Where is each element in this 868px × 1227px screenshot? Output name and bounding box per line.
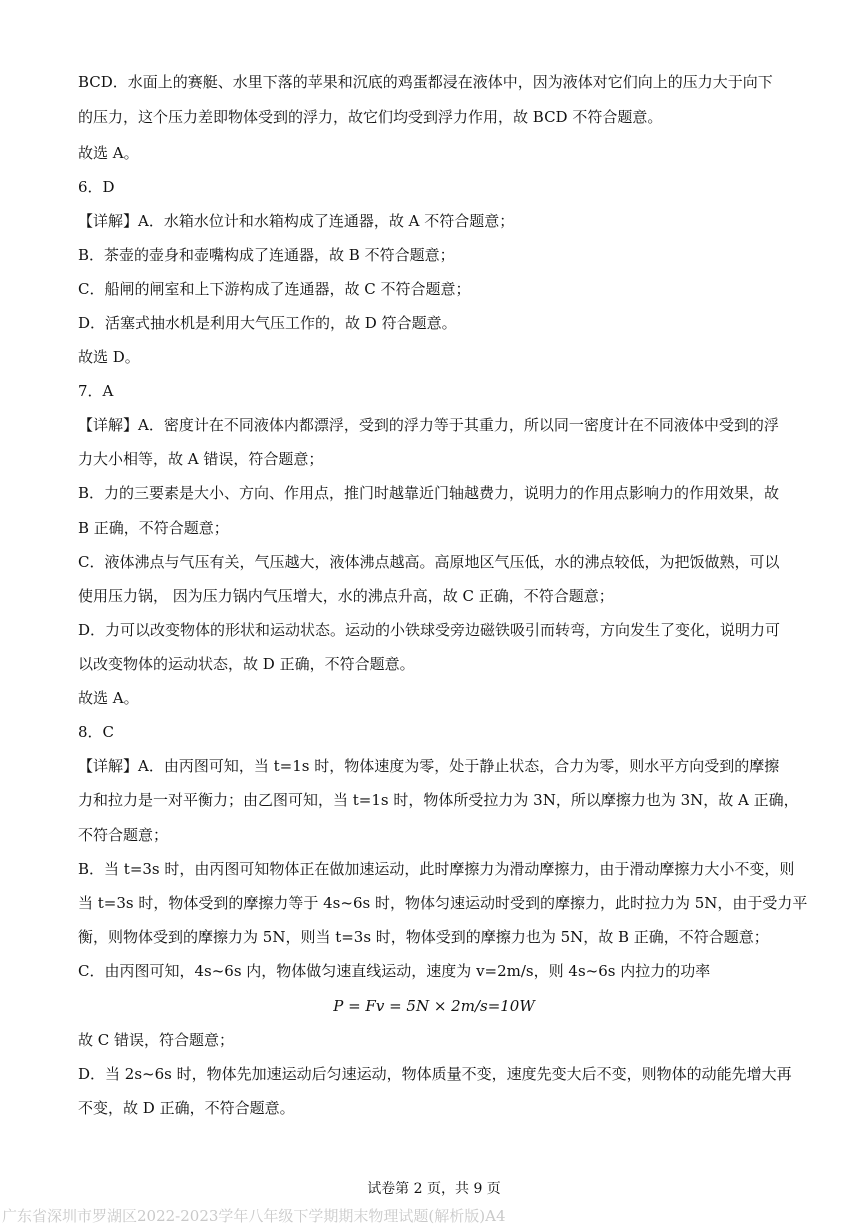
text-line: C．船闸的闸室和上下游构成了连通器，故 C 不符合题意； — [78, 280, 471, 298]
text-line: 故 C 错误，符合题意； — [78, 1031, 235, 1049]
text-line: 故选 D。 — [78, 348, 140, 366]
text-line: C．由丙图可知，4s~6s 内，物体做匀速直线运动，速度为 v=2m/s，则 4s~6s 内拉力的功率 — [78, 962, 711, 980]
text-line: 不变，故 D 正确，不符合题意。 — [78, 1099, 295, 1117]
text-line: B 正确，不符合题意； — [78, 519, 229, 537]
text-line: 力和拉力是一对平衡力；由乙图可知，当 t=1s 时，物体所受拉力为 3N，所以摩擦力也为 3N，故 A 正确， — [78, 791, 799, 809]
text-line: 当 t=3s 时，物体受到的摩擦力等于 4s~6s 时，物体匀速运动时受到的摩擦力，此时拉力为 5N，由于受力平 — [78, 894, 808, 912]
text-line: 衡，则物体受到的摩擦力为 5N，则当 t=3s 时，物体受到的摩擦力也为 5N，故 B 正确，不符合题意； — [78, 928, 769, 946]
text-line: 故选 A。 — [78, 144, 139, 162]
text-line: 故选 A。 — [78, 689, 139, 707]
source-watermark: 广东省深圳市罗湖区2022-2023学年八年级下学期期末物理试题(解析版)A4 — [2, 1207, 506, 1225]
text-line: 的压力，这个压力差即物体受到的浮力，故它们均受到浮力作用，故 BCD 不符合题意。 — [78, 108, 663, 126]
text-line: 力大小相等，故 A 错误，符合题意； — [78, 450, 324, 468]
question-number: 8．C — [78, 723, 115, 741]
text-line: BCD．水面上的赛艇、水里下落的苹果和沉底的鸡蛋都浸在液体中，因为液体对它们向上的压力大于向下 — [78, 73, 773, 91]
question-number: 7．A — [78, 382, 114, 400]
text-line: D．活塞式抽水机是利用大气压工作的，故 D 符合题意。 — [78, 314, 457, 332]
text-line: B．力的三要素是大小、方向、作用点，推门时越靠近门轴越费力，说明力的作用点影响力的作用效果，故 — [78, 484, 780, 502]
text-line: 以改变物体的运动状态，故 D 正确，不符合题意。 — [78, 655, 415, 673]
text-line: 使用压力锅， 因为压力锅内气压增大，水的沸点升高，故 C 正确，不符合题意； — [78, 587, 614, 605]
text-line: D．力可以改变物体的形状和运动状态。运动的小铁球受旁边磁铁吸引而转弯，方向发生了变化，说明力可 — [78, 621, 781, 639]
page-footer: 试卷第 2 页，共 9 页 — [367, 1181, 501, 1197]
text-line: B．茶壶的壶身和壶嘴构成了连通器，故 B 不符合题意； — [78, 246, 455, 264]
text-line: C．液体沸点与气压有关，气压越大，液体沸点越高。高原地区气压低，水的沸点较低，为把饭做熟，可以 — [78, 553, 780, 571]
text-line: 不符合题意； — [78, 826, 169, 844]
question-number: 6．D — [78, 178, 115, 196]
text-line: 【详解】A．水箱水位计和水箱构成了连通器，故 A 不符合题意； — [78, 212, 515, 230]
text-line: 【详解】A．由丙图可知，当 t=1s 时，物体速度为零，处于静止状态，合力为零，则水平方向受到的摩擦 — [78, 757, 780, 775]
text-line: D．当 2s~6s 时，物体先加速运动后匀速运动，物体质量不变，速度先变大后不变，则物体的动能先增大再 — [78, 1065, 792, 1083]
text-line: B．当 t=3s 时，由丙图可知物体正在做加速运动，此时摩擦力为滑动摩擦力，由于滑动摩擦力大小不变，则 — [78, 860, 795, 878]
text-line: 【详解】A．密度计在不同液体内都漂浮，受到的浮力等于其重力，所以同一密度计在不同液体中受到的浮 — [78, 416, 779, 434]
formula: P = Fv = 5N × 2m/s=10W — [333, 997, 535, 1015]
